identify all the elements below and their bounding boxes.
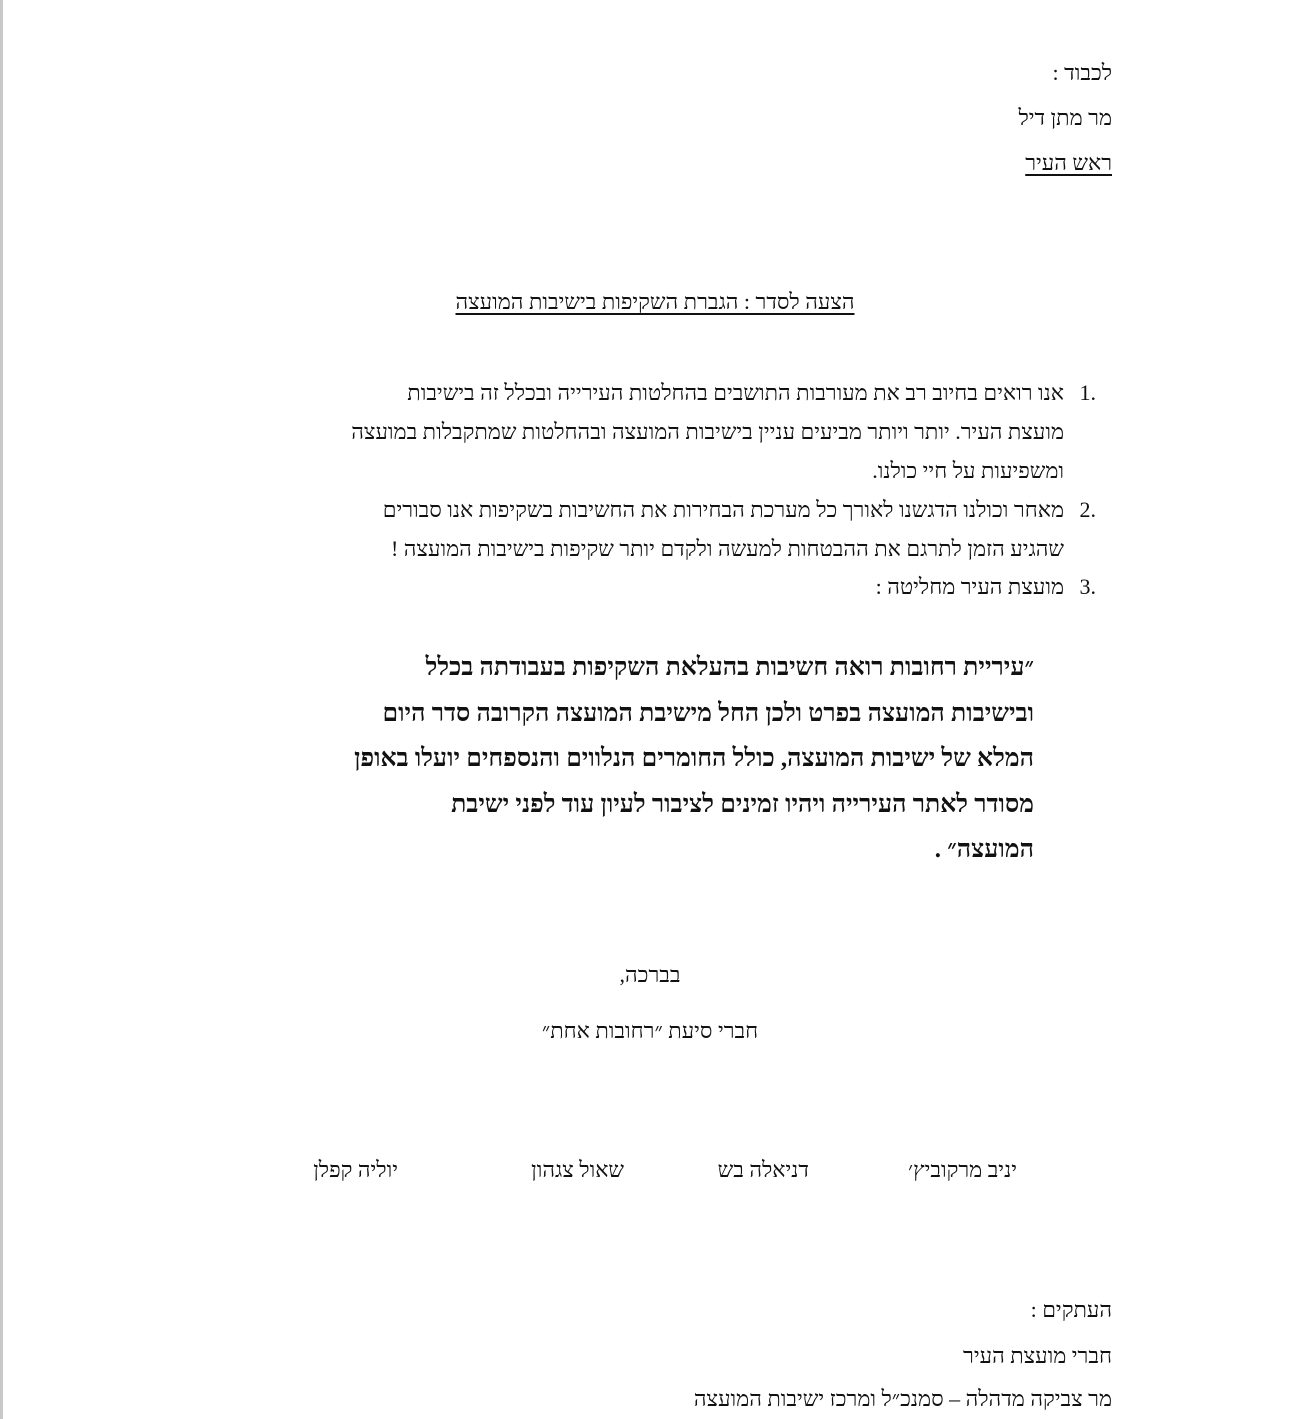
signatory-1: יניב מרקוביץ׳ <box>908 1157 1017 1182</box>
resolution-line: ובישיבות המועצה בפרט ולכן החל מישיבת המועצה הקרובה סדר היום <box>382 699 1034 727</box>
list-number-3: .3 <box>1079 574 1096 599</box>
list-item-3 <box>204 567 1096 606</box>
copies-line-1: חברי מועצת העיר <box>963 1343 1112 1368</box>
copies-heading: העתקים : <box>1030 1297 1112 1322</box>
list-number-1: .1 <box>1079 380 1096 405</box>
resolution-line: המלא של ישיבות המועצה, כולל החומרים הנלווים והנספחים יועלו באופן <box>354 745 1034 772</box>
subject-line: הצעה לסדר : הגברת השקיפות בישיבות המועצה <box>455 289 855 314</box>
item-1-line-2: מועצת העיר. יותר ויותר מביעים עניין בישיבות המועצה ובהחלטות שמתקבלות במועצה <box>351 419 1064 444</box>
resolution-line: ״עיריית רחובות רואה חשיבות בהעלאת השקיפות בעבודתה בכלל <box>425 654 1034 681</box>
resolution-line: המועצה״ . <box>934 836 1034 863</box>
item-2-line-2: שהגיע הזמן לתרגם את ההבטחות למעשה ולקדם יותר שקיפות בישיבות המועצה ! <box>390 536 1064 561</box>
signatory-4: יוליה קפלן <box>313 1157 398 1182</box>
item-2-line-1: מאחר וכולנו הדגשנו לאורך כל מערכת הבחירות את החשיבות בשקיפות אנו סבורים <box>382 497 1064 522</box>
signatory-3: שאול צגהון <box>531 1157 624 1182</box>
list-number-2: .2 <box>1079 497 1096 522</box>
resolution-text <box>184 645 1034 873</box>
item-1-line-1: אנו רואים בחיוב רב את מעורבות התושבים בהחלטות העירייה ובכלל זה בישיבות <box>407 380 1064 405</box>
closing-greeting: בברכה, <box>619 962 681 987</box>
closing-from: חברי סיעת ״רחובות אחת״ <box>541 1018 759 1043</box>
resolution-line: מסודר לאתר העירייה ויהיו זמינים לציבור לעיון עוד לפני ישיבת <box>451 790 1034 818</box>
copies-line-2: מר צביקה מדהלה – סמנכ״ל ומרכז ישיבות המועצה <box>693 1386 1112 1411</box>
salutation: לכבוד : <box>1052 60 1112 85</box>
list-item-1 <box>204 373 1096 490</box>
item-3-line-1: מועצת העיר מחליטה : <box>875 574 1064 599</box>
signatory-2: דניאלה בש <box>717 1157 809 1182</box>
recipient-role: ראש העיר <box>1025 150 1112 175</box>
recipient-name: מר מתן דיל <box>1018 105 1112 130</box>
item-1-line-3: ומשפיעות על חיי כולנו. <box>872 458 1064 483</box>
list-item-2 <box>204 490 1096 568</box>
page-edge <box>0 0 3 1419</box>
